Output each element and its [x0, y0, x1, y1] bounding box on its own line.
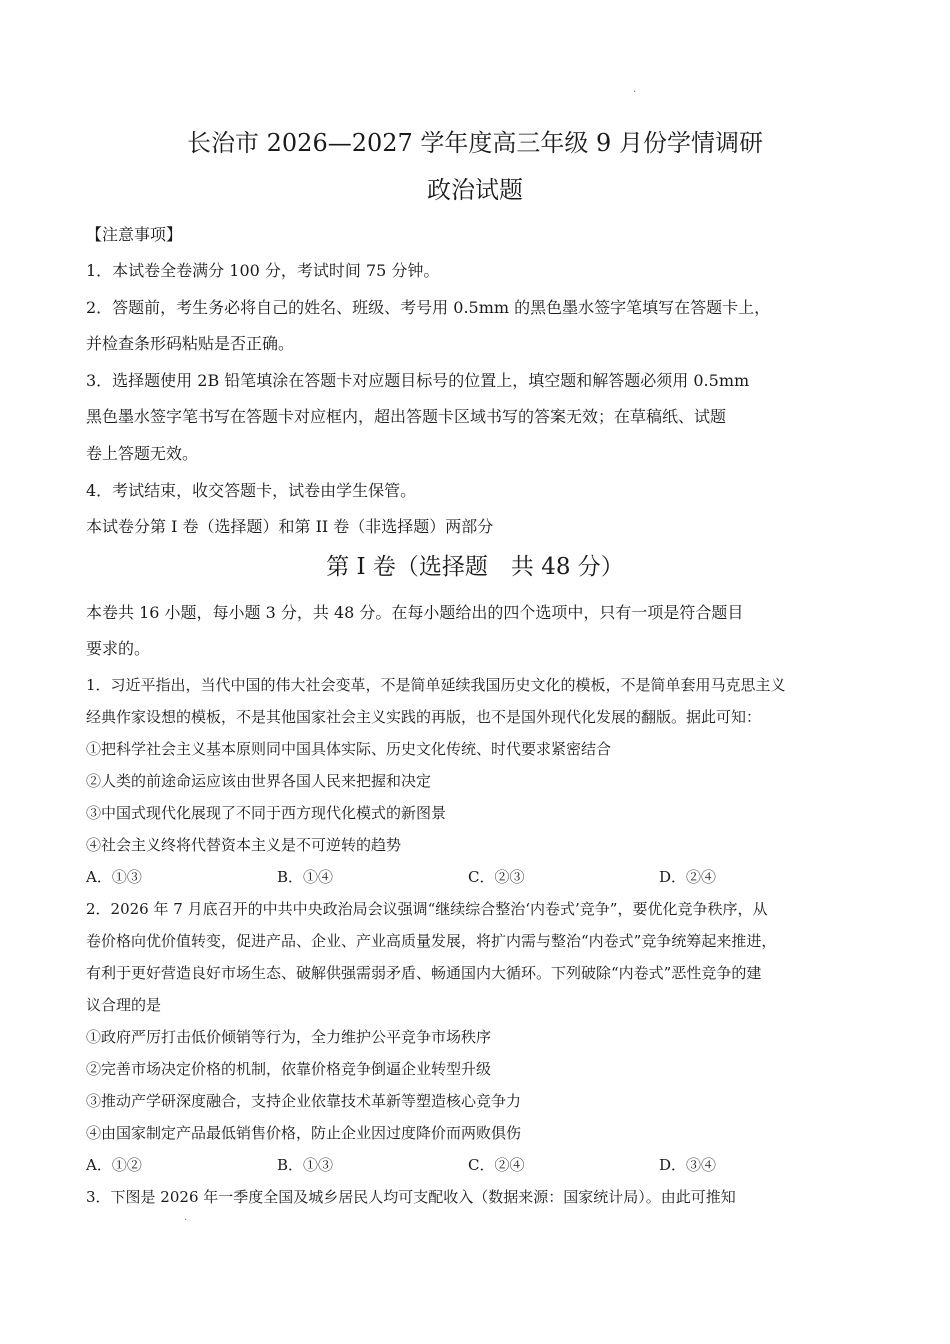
- question-1-option-c: C．②③: [468, 868, 525, 886]
- question-2-option-b: B．①③: [277, 1156, 334, 1174]
- question-1-item: ③中国式现代化展现了不同于西方现代化模式的新图景: [86, 804, 447, 822]
- question-2-option-a: A．①②: [86, 1156, 142, 1174]
- question-1-stem: 1．习近平指出，当代中国的伟大社会变革，不是简单延续我国历史文化的模板，不是简单套用马克思主义: [86, 676, 786, 694]
- notice-line: 2．答题前，考生务必将自己的姓名、班级、考号用 0.5mm 的黑色墨水签字笔填写在答题卡上，: [86, 298, 771, 317]
- question-2-stem: 卷价格向优价值转变，促进产品、企业、产业高质量发展，将扩内需与整治“内卷式”竞争统筹起来推进，: [86, 932, 777, 950]
- section-intro-line: 本卷共 16 小题，每小题 3 分，共 48 分。在每小题给出的四个选项中，只有一项是符合题目: [86, 603, 744, 622]
- question-2-stem: 有利于更好营造良好市场生态、破解供强需弱矛盾、畅通国内大循环。下列破除“内卷式”恶性竞争的建: [86, 964, 762, 982]
- exam-title: 长治市 2026—2027 学年度高三年级 9 月份学情调研: [187, 129, 763, 157]
- bottom-dot-mark: ·: [184, 1215, 188, 1226]
- notice-line: 4．考试结束，收交答题卡，试卷由学生保管。: [86, 481, 417, 500]
- section-intro-line: 要求的。: [86, 639, 151, 658]
- question-2-stem: 2．2026 年 7 月底召开的中共中央政治局会议强调“继续综合整治‘内卷式’竞争”，要优化竞争秩序，从: [86, 900, 768, 918]
- question-1-item: ②人类的前途命运应该由世界各国人民来把握和决定: [86, 772, 432, 790]
- top-dot-mark: ·: [633, 87, 637, 98]
- question-2-item: ③推动产学研深度融合，支持企业依靠技术革新等塑造核心竞争力: [86, 1092, 522, 1110]
- question-2-item: ①政府严厉打击低价倾销等行为，全力维护公平竞争市场秩序: [86, 1028, 492, 1046]
- question-1-option-d: D．②④: [659, 868, 717, 886]
- question-1-option-a: A．①③: [86, 868, 142, 886]
- question-2-option-d: D．③④: [659, 1156, 717, 1174]
- question-1-item: ④社会主义终将代替资本主义是不可逆转的趋势: [86, 836, 402, 854]
- question-2-stem: 议合理的是: [86, 996, 162, 1014]
- notice-heading: 【注意事项】: [86, 225, 183, 244]
- question-1-stem: 经典作家设想的模板，不是其他国家社会主义实践的再版，也不是国外现代化发展的翻版。据此可知：: [86, 708, 762, 726]
- question-1-item: ①把科学社会主义基本原则同中国具体实际、历史文化传统、时代要求紧密结合: [86, 740, 612, 758]
- notice-line: 黑色墨水签字笔书写在答题卡对应框内，超出答题卡区域书写的答案无效；在草稿纸、试题: [86, 407, 727, 426]
- notice-line: 3．选择题使用 2B 铅笔填涂在答题卡对应题目标号的位置上，填空题和解答题必须用 0.5mm: [86, 371, 750, 390]
- question-2-item: ④由国家制定产品最低销售价格，防止企业因过度降价而两败俱伤: [86, 1124, 522, 1142]
- question-2-option-c: C．②④: [468, 1156, 525, 1174]
- section-title: 第 I 卷（选择题 共 48 分）: [326, 554, 624, 580]
- notice-line: 卷上答题无效。: [86, 444, 199, 463]
- question-3-stem: 3．下图是 2026 年一季度全国及城乡居民人均可支配收入（数据来源：国家统计局）。由此可推知: [86, 1188, 736, 1206]
- exam-subject: 政治试题: [427, 176, 523, 204]
- notice-line: 本试卷分第 I 卷（选择题）和第 II 卷（非选择题）两部分: [86, 517, 494, 536]
- question-2-item: ②完善市场决定价格的机制，依靠价格竞争倒逼企业转型升级: [86, 1060, 492, 1078]
- notice-line: 并检查条形码粘贴是否正确。: [86, 334, 295, 353]
- notice-line: 1．本试卷全卷满分 100 分，考试时间 75 分钟。: [86, 261, 440, 280]
- question-1-option-b: B．①④: [277, 868, 334, 886]
